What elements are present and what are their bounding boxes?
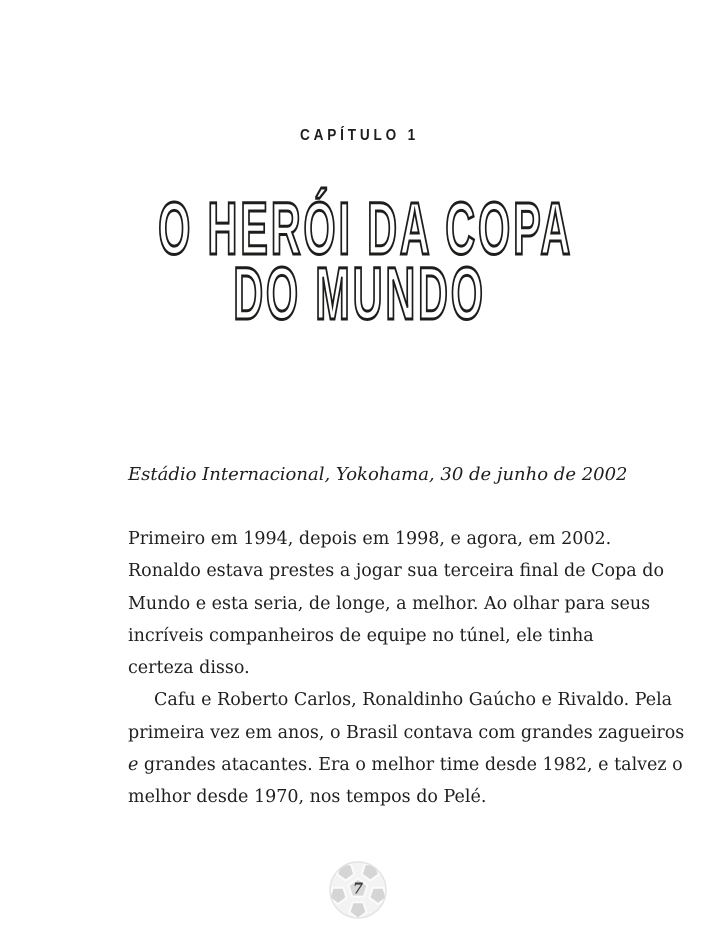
page-number: 7 bbox=[352, 880, 364, 898]
paragraph1-line-4: incríveis companheiros de equipe no túnel, ele tinha bbox=[128, 625, 594, 646]
title-line-1: O HERÓI DA COPA bbox=[158, 187, 574, 270]
paragraph1-line-5: certeza disso. bbox=[128, 658, 250, 679]
paragraph2-line-3 bbox=[128, 749, 684, 781]
paragraph1-line-1: Primeiro em 1994, depois em 1998, e agora, em 2002. bbox=[128, 529, 612, 549]
paragraph1-line-3: Mundo e esta seria, de longe, a melhor. Ao olhar para seus bbox=[128, 593, 651, 614]
title-line-2: DO MUNDO bbox=[233, 252, 486, 335]
book-title bbox=[158, 187, 574, 335]
chapter-label: CAPÍTULO 1 bbox=[299, 127, 420, 144]
emphasized-word: e bbox=[128, 755, 139, 776]
paragraph2-line-2: primeira vez em anos, o Brasil contava com grandes zagueiros bbox=[128, 722, 685, 743]
dateline: Estádio Internacional, Yokohama, 30 de junho de 2002 bbox=[128, 464, 628, 485]
body-text bbox=[128, 523, 684, 814]
paragraph2-line-4: melhor desde 1970, nos tempos do Pelé. bbox=[128, 787, 487, 808]
soccer-ball-icon bbox=[328, 860, 388, 920]
paragraph2-line-3-rest: grandes atacantes. Era o melhor time desde 1982, e talvez o bbox=[138, 755, 683, 776]
paragraph1-line-2: Ronaldo estava prestes a jogar sua terceira final de Copa do bbox=[128, 561, 664, 582]
page-number-badge bbox=[328, 860, 388, 920]
paragraph2-line-1: Cafu e Roberto Carlos, Ronaldinho Gaúcho e Rivaldo. Pela bbox=[154, 690, 673, 711]
